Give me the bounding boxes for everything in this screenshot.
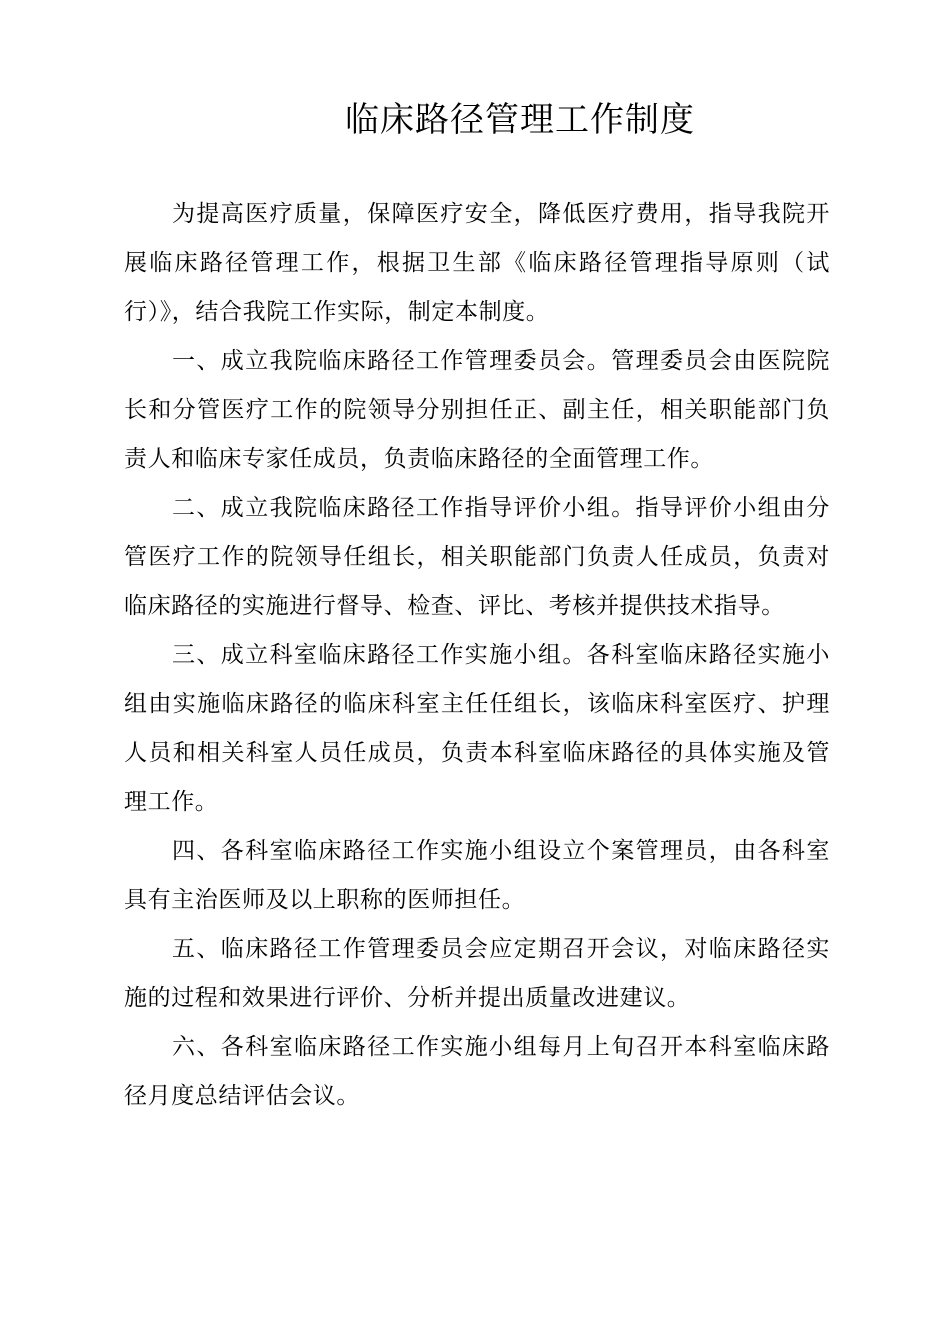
clause-3-paragraph: 三、成立科室临床路径工作实施小组。各科室临床路径实施小组由实施临床路径的临床科室主任任组长，该临床科室医疗、护理人员和相关科室人员任成员，负责本科室临床路径的具体实施及管理工作。	[124, 642, 830, 815]
clause-5-paragraph: 五、临床路径工作管理委员会应定期召开会议，对临床路径实施的过程和效果进行评价、分析并提出质量改进建议。	[124, 936, 830, 1011]
clause-2-paragraph: 二、成立我院临床路径工作指导评价小组。指导评价小组由分管医疗工作的院领导任组长，相关职能部门负责人任成员，负责对临床路径的实施进行督导、检查、评比、考核并提供技术指导。	[124, 495, 830, 619]
document-title: 临床路径管理工作制度	[345, 100, 695, 140]
clause-4-paragraph: 四、各科室临床路径工作实施小组设立个案管理员，由各科室具有主治医师及以上职称的医师担任。	[124, 838, 830, 913]
intro-paragraph: 为提高医疗质量，保障医疗安全，降低医疗费用，指导我院开展临床路径管理工作，根据卫生部《临床路径管理指导原则（试行）》，结合我院工作实际，制定本制度。	[124, 201, 830, 325]
document-body	[124, 190, 830, 1121]
clause-1-paragraph: 一、成立我院临床路径工作管理委员会。管理委员会由医院院长和分管医疗工作的院领导分别担任正、副主任，相关职能部门负责人和临床专家任成员，负责临床路径的全面管理工作。	[124, 348, 830, 472]
clause-6-paragraph: 六、各科室临床路径工作实施小组每月上旬召开本科室临床路径月度总结评估会议。	[124, 1034, 830, 1109]
